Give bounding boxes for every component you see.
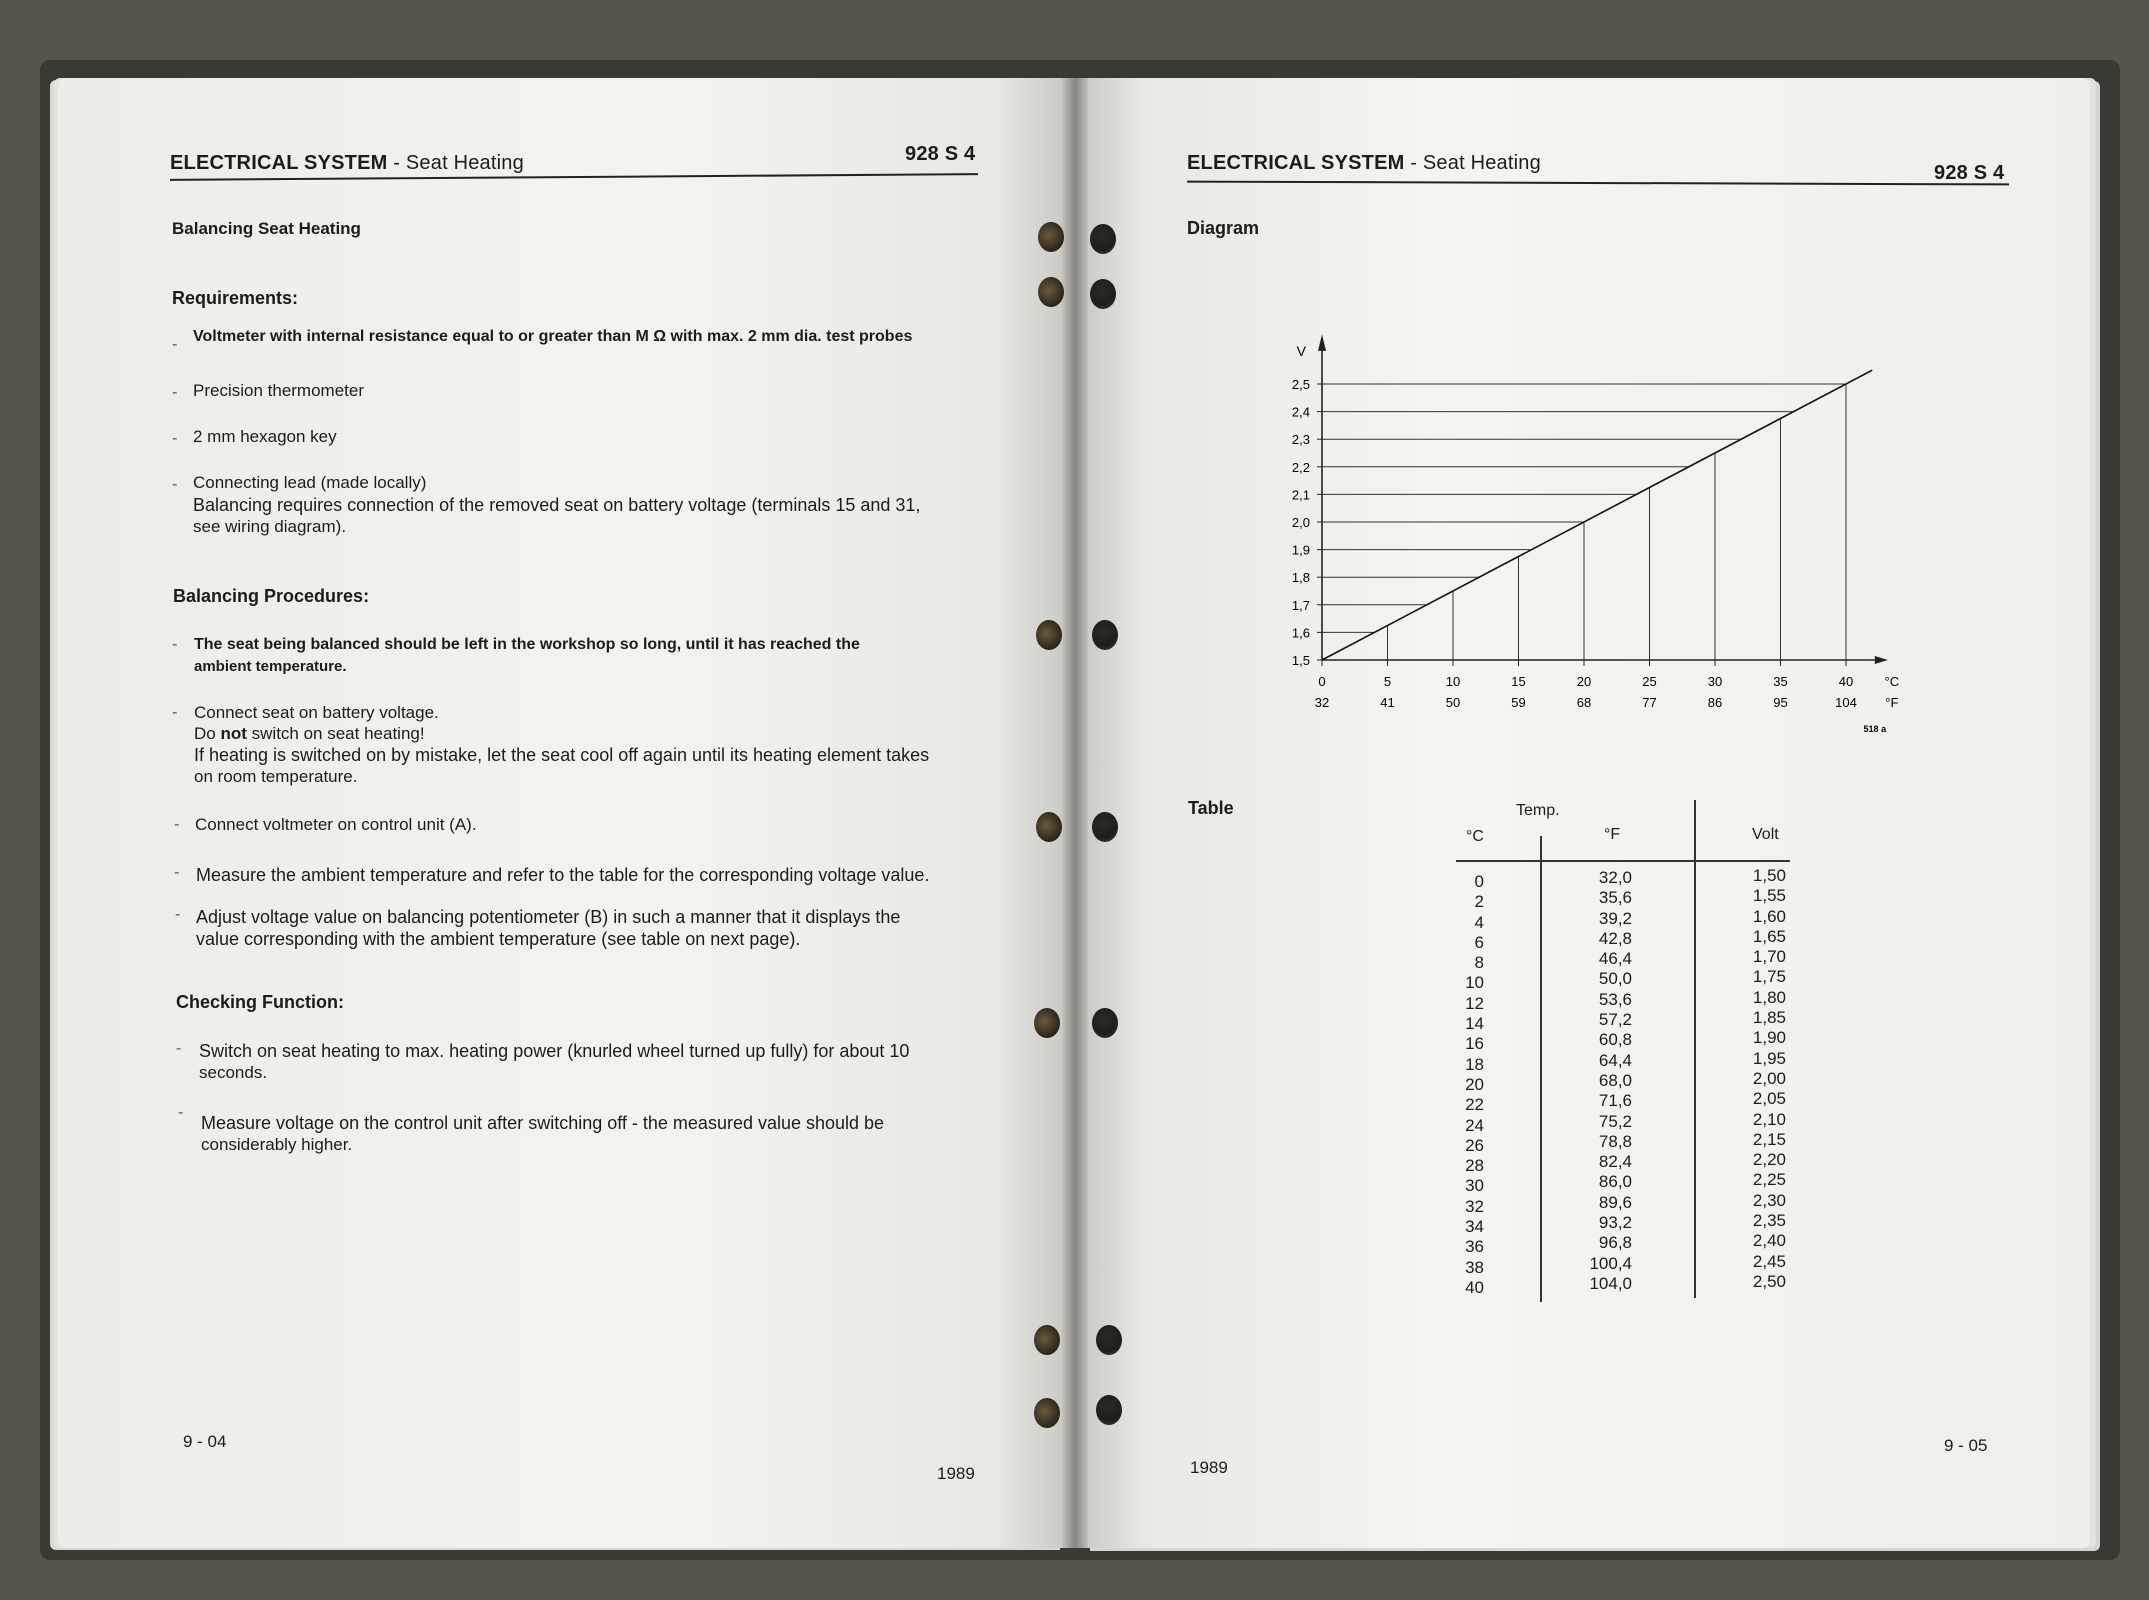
x-tick-label-c: 20: [1576, 674, 1592, 689]
procedure-item: Measure the ambient temperature and refer to the table for the corresponding voltage value.: [196, 865, 930, 885]
x-tick-label-f: 95: [1773, 695, 1788, 710]
y-tick-label: 2,0: [1291, 515, 1310, 530]
x-tick-label-f: 41: [1380, 695, 1395, 710]
table-cell-volt: 2,35: [1752, 1211, 1786, 1231]
table-cell-f: 82,4: [1598, 1152, 1632, 1172]
procedure-item: Adjust voltage value on balancing potentiometer (B) in such a manner that it displays the: [196, 907, 901, 927]
procedure-item: ambient temperature.: [194, 658, 347, 675]
table-cell-c: 26: [1465, 1135, 1484, 1155]
table-column-volt: [1726, 866, 1786, 1292]
x-tick-label-f: 86: [1707, 695, 1723, 710]
binder-hole-icon: [1038, 277, 1064, 307]
table-cell-f: 68,0: [1598, 1070, 1632, 1090]
table-cell-f: 96,8: [1598, 1233, 1632, 1253]
bullet-dash: -: [174, 864, 180, 881]
checking-item: Switch on seat heating to max. heating power (knurled wheel turned up fully) for about 10: [199, 1041, 910, 1061]
table-cell-volt: 2,50: [1752, 1271, 1786, 1291]
table-cell-f: 86,0: [1598, 1172, 1632, 1192]
y-tick-label: 1,8: [1291, 570, 1310, 586]
x-tick-label-f: 68: [1576, 695, 1592, 710]
bullet-dash: -: [172, 430, 178, 447]
table-cell-volt: 1,60: [1752, 906, 1786, 926]
table-column-f: [1568, 868, 1632, 1294]
table-cell-f: 78,8: [1598, 1131, 1632, 1151]
table-header-c: °C: [1466, 828, 1484, 845]
table-header-volt: Volt: [1752, 826, 1779, 843]
table-cell-c: 40: [1465, 1277, 1484, 1297]
table-cell-f: 39,2: [1598, 908, 1632, 928]
table-cell-volt: 2,15: [1752, 1129, 1786, 1149]
y-axis-label: V: [1296, 342, 1306, 359]
diagram-title: Diagram: [1187, 218, 1260, 238]
table-cell-f: 93,2: [1598, 1213, 1632, 1233]
table-cell-volt: 1,50: [1752, 866, 1786, 885]
table-cell-c: 12: [1465, 993, 1484, 1013]
bullet-dash: -: [174, 816, 180, 833]
table-cell-volt: 2,25: [1752, 1170, 1786, 1190]
x-tick-label-f: 59: [1511, 695, 1526, 710]
procedure-text: switch on seat heating!: [251, 724, 425, 743]
table-cell-f: 60,8: [1598, 1030, 1632, 1050]
procedure-item: on room temperature.: [194, 767, 358, 786]
table-group-header: Temp.: [1516, 802, 1560, 819]
binder-hole-icon: [1090, 224, 1116, 254]
binder-hole-icon: [1034, 1008, 1060, 1038]
x-tick-label-c: 10: [1445, 674, 1461, 689]
procedure-item: Connect seat on battery voltage.: [194, 703, 439, 722]
x-tick-label-f: 32: [1314, 695, 1330, 710]
page-year: 1989: [1190, 1458, 1228, 1477]
table-header-f: °F: [1604, 826, 1621, 843]
table-cell-c: 2: [1474, 892, 1484, 912]
y-tick-label: 2,1: [1291, 487, 1310, 503]
procedure-emphasis: not: [220, 724, 247, 743]
table-cell-f: 32,0: [1598, 868, 1632, 887]
requirement-item: Precision thermometer: [193, 381, 365, 400]
voltage-diagram: [1270, 330, 1910, 740]
table-cell-c: 18: [1465, 1054, 1484, 1074]
x-tick-label-f: 104: [1835, 695, 1857, 710]
x-unit-f: °F: [1885, 695, 1899, 710]
table-cell-f: 35,6: [1598, 888, 1632, 908]
bullet-dash: -: [172, 336, 178, 353]
x-tick-label-f: 77: [1642, 695, 1657, 710]
y-tick-label: 2,3: [1291, 432, 1310, 448]
y-tick-label: 1,7: [1291, 597, 1310, 613]
x-tick-label-c: 30: [1707, 674, 1723, 689]
table-cell-c: 32: [1465, 1196, 1484, 1216]
binder-hole-icon: [1036, 620, 1062, 650]
binder-hole-icon: [1092, 812, 1118, 842]
header-subtitle: - Seat Heating: [393, 152, 524, 174]
table-cell-c: 0: [1474, 872, 1484, 891]
y-tick-label: 2,2: [1291, 459, 1310, 475]
binder-hole-icon: [1034, 1325, 1060, 1355]
table-cell-f: 42,8: [1598, 928, 1632, 948]
y-tick-label: 2,5: [1291, 377, 1310, 392]
table-cell-volt: 1,85: [1752, 1008, 1786, 1028]
table-cell-c: 38: [1465, 1257, 1484, 1277]
page-number: 9 - 05: [1944, 1436, 1988, 1455]
procedure-item: value corresponding with the ambient temperature (see table on next page).: [196, 929, 801, 949]
procedures-title: Balancing Procedures:: [173, 586, 370, 606]
table-cell-c: 34: [1465, 1217, 1484, 1237]
checking-item: Measure voltage on the control unit after switching off - the measured value should be: [201, 1113, 885, 1133]
header-title: ELECTRICAL SYSTEM: [1187, 152, 1405, 174]
table-column-c: [1456, 872, 1484, 1298]
table-cell-c: 20: [1465, 1074, 1484, 1094]
section-heading: Balancing Seat Heating: [172, 219, 361, 238]
binder-hole-icon: [1092, 620, 1118, 650]
table-cell-volt: 1,95: [1752, 1048, 1786, 1068]
requirements-title: Requirements:: [172, 288, 299, 308]
requirement-item: 2 mm hexagon key: [193, 427, 337, 446]
table-cell-volt: 2,05: [1752, 1089, 1786, 1109]
table-header-rule: [1456, 860, 1790, 862]
table-cell-c: 8: [1474, 953, 1484, 973]
table-cell-f: 50,0: [1598, 969, 1632, 989]
checking-title: Checking Function:: [176, 992, 344, 1012]
header-subtitle: - Seat Heating: [1410, 152, 1541, 174]
table-cell-c: 16: [1465, 1034, 1484, 1054]
table-cell-volt: 1,75: [1752, 967, 1786, 987]
right-header: [1187, 152, 1541, 175]
table-cell-volt: 2,40: [1752, 1231, 1786, 1251]
table-cell-c: 10: [1465, 973, 1484, 993]
requirement-item: Connecting lead (made locally): [193, 473, 427, 492]
header-model: 928 S 4: [905, 143, 976, 165]
x-unit-c: °C: [1884, 674, 1900, 689]
table-cell-c: 36: [1465, 1237, 1484, 1257]
left-header: [170, 152, 524, 175]
table-cell-f: 75,2: [1598, 1111, 1632, 1131]
table-cell-volt: 1,70: [1752, 947, 1786, 967]
x-tick-label-c: 40: [1838, 674, 1854, 689]
table-cell-c: 6: [1474, 932, 1484, 952]
binder-hole-icon: [1036, 812, 1062, 842]
binder-hole-icon: [1096, 1395, 1122, 1425]
procedure-item: Connect voltmeter on control unit (A).: [195, 815, 477, 834]
requirement-item: Voltmeter with internal resistance equal to or greater than M Ω with max. 2 mm dia. test probes: [193, 328, 913, 345]
bullet-dash: -: [175, 906, 181, 923]
procedure-item: [194, 723, 425, 745]
table-cell-c: 22: [1465, 1095, 1484, 1115]
checking-item: considerably higher.: [201, 1135, 353, 1154]
table-cell-volt: 1,90: [1752, 1028, 1786, 1048]
x-tick-label-c: 35: [1773, 674, 1788, 689]
table-cell-f: 71,6: [1598, 1091, 1632, 1111]
table-cell-volt: 2,10: [1752, 1109, 1786, 1129]
table-cell-volt: 2,20: [1752, 1150, 1786, 1170]
table-cell-c: 4: [1474, 912, 1484, 932]
binder-hole-icon: [1096, 1325, 1122, 1355]
bullet-dash: -: [172, 384, 178, 401]
table-cell-f: 46,4: [1598, 949, 1632, 969]
table-cell-c: 28: [1465, 1156, 1484, 1176]
bullet-dash: -: [172, 636, 178, 653]
bullet-dash: -: [178, 1104, 184, 1121]
x-tick-label-c: 0: [1318, 674, 1326, 689]
procedure-item: The seat being balanced should be left in the workshop so long, until it has reached the: [194, 636, 860, 653]
y-tick-label: 1,9: [1291, 542, 1310, 558]
page-year: 1989: [937, 1464, 975, 1483]
table-cell-volt: 1,80: [1752, 987, 1786, 1007]
header-title: ELECTRICAL SYSTEM: [170, 152, 388, 174]
checking-item: seconds.: [199, 1063, 268, 1082]
figure-code: 518 a: [1863, 724, 1887, 734]
binder-hole-icon: [1038, 222, 1064, 252]
table-cell-f: 64,4: [1598, 1050, 1632, 1070]
table-cell-volt: 1,55: [1752, 886, 1786, 906]
y-axis-arrow-icon: [1318, 334, 1326, 351]
requirement-item: see wiring diagram).: [193, 517, 347, 536]
binder-hole-icon: [1090, 279, 1116, 309]
table-cell-f: 89,6: [1598, 1192, 1632, 1212]
x-axis-arrow-icon: [1875, 656, 1888, 664]
x-tick-label-c: 5: [1383, 674, 1392, 689]
binder-hole-icon: [1034, 1398, 1060, 1428]
table-cell-volt: 2,30: [1752, 1190, 1786, 1210]
table-cell-volt: 2,45: [1752, 1251, 1786, 1271]
table-cell-volt: 1,65: [1752, 926, 1786, 946]
table-cell-f: 57,2: [1598, 1010, 1632, 1030]
y-tick-label: 1,5: [1291, 653, 1310, 668]
table-cell-f: 53,6: [1598, 989, 1632, 1009]
table-divider: [1694, 800, 1696, 1298]
table-cell-c: 24: [1465, 1115, 1484, 1135]
y-tick-label: 2,4: [1291, 404, 1310, 420]
table-divider: [1540, 836, 1542, 1302]
table-cell-c: 14: [1465, 1014, 1484, 1034]
voltage-line: [1322, 370, 1872, 660]
requirement-item: Balancing requires connection of the removed seat on battery voltage (terminals 15 and 31,: [193, 495, 921, 515]
bullet-dash: -: [172, 704, 178, 721]
binder-hole-icon: [1092, 1008, 1118, 1038]
table-cell-f: 100,4: [1589, 1253, 1632, 1273]
book-gutter: [1062, 78, 1088, 1548]
x-tick-label-f: 50: [1445, 695, 1461, 710]
procedure-item: If heating is switched on by mistake, let the seat cool off again until its heating element takes: [194, 745, 930, 765]
x-tick-label-c: 25: [1642, 674, 1657, 689]
table-cell-f: 104,0: [1589, 1273, 1632, 1293]
page-number: 9 - 04: [183, 1432, 227, 1451]
procedure-text: Do: [194, 724, 216, 743]
table-cell-c: 30: [1465, 1176, 1484, 1196]
y-tick-label: 1,6: [1291, 625, 1310, 641]
table-title: Table: [1188, 798, 1234, 818]
bullet-dash: -: [176, 1040, 182, 1057]
bullet-dash: -: [172, 476, 178, 493]
x-tick-label-c: 15: [1511, 674, 1526, 689]
header-model: 928 S 4: [1934, 162, 2005, 184]
table-cell-volt: 2,00: [1752, 1068, 1786, 1088]
